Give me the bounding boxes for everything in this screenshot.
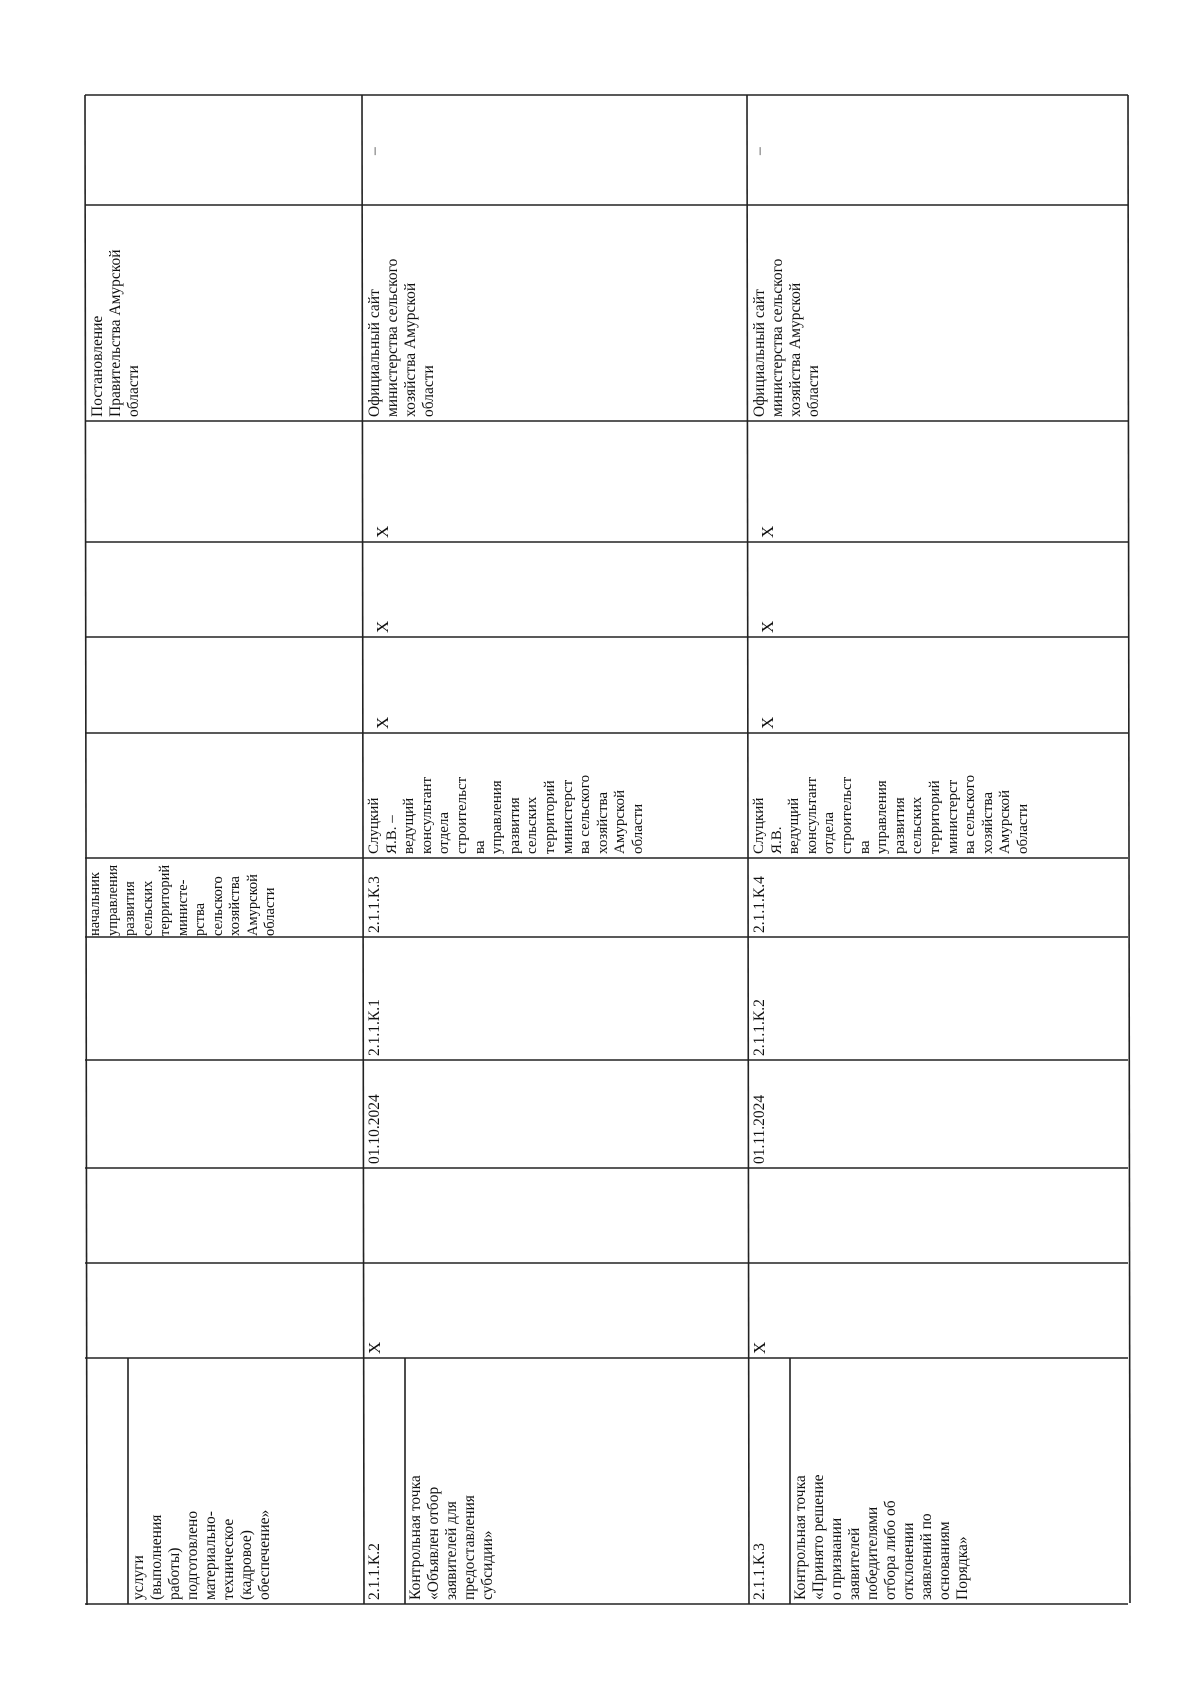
cell-predecessor: 2.1.1.К.2	[751, 999, 768, 1056]
cell-name: Контрольная точка «Объявлен отбор заявителей для предоставления субсидии»	[407, 1475, 496, 1600]
cell-document: Официальный сайт министерства сельского хозяйства Амурской области	[366, 258, 437, 417]
table-border-right	[1128, 95, 1130, 1603]
cell-document: Постановление Правительства Амурской области	[89, 249, 142, 417]
cell-responsible: начальник управления развития сельских территорий министе- рства сельского хозяйства Амурской области	[87, 864, 278, 936]
cell-document: Официальный сайт министерства сельского хозяйства Амурской области	[751, 258, 822, 417]
cell-mark: Х	[758, 716, 777, 729]
cell-id: 2.1.1.К.2	[366, 1543, 383, 1600]
cell-code: 2.1.1.К.3	[366, 876, 383, 933]
cell-code: 2.1.1.К.4	[751, 876, 768, 933]
cell-date: 01.10.2024	[366, 1094, 383, 1164]
cell-responsible: Слуцкий Я.В. ведущий консультант отдела строительст ва управления развития сельских территорий министерст ва сельского хозяйства Амурской области	[751, 774, 1031, 854]
cell-mark: Х	[373, 525, 392, 538]
cell-responsible: Слуцкий Я.В. – ведущий консультант отдела строительст ва управления развития сельских территорий министерст ва сельского хозяйства Амурской области	[366, 774, 646, 854]
cell-mark: Х	[758, 525, 777, 538]
cell-mark: Х	[373, 620, 392, 633]
cell-id: 2.1.1.К.3	[751, 1543, 768, 1600]
cell-mark: Х	[750, 1341, 769, 1354]
cell-last: –	[751, 147, 768, 155]
cell-mark: Х	[365, 1341, 384, 1354]
cell-predecessor: 2.1.1.К.1	[366, 999, 383, 1056]
cell-last: –	[366, 147, 383, 155]
cell-date: 01.11.2024	[751, 1094, 768, 1164]
cell-mark: Х	[758, 620, 777, 633]
cell-name: Контрольная точка «Принято решение о признании заявителей победителями отбора либо об отклонении заявлений по основаниям Порядка»	[792, 1474, 971, 1600]
cell-mark: Х	[373, 716, 392, 729]
cell-name: услуги (выполнения работы) подготовлено материально- техническое (кадровое) обеспечение»	[130, 1509, 273, 1600]
